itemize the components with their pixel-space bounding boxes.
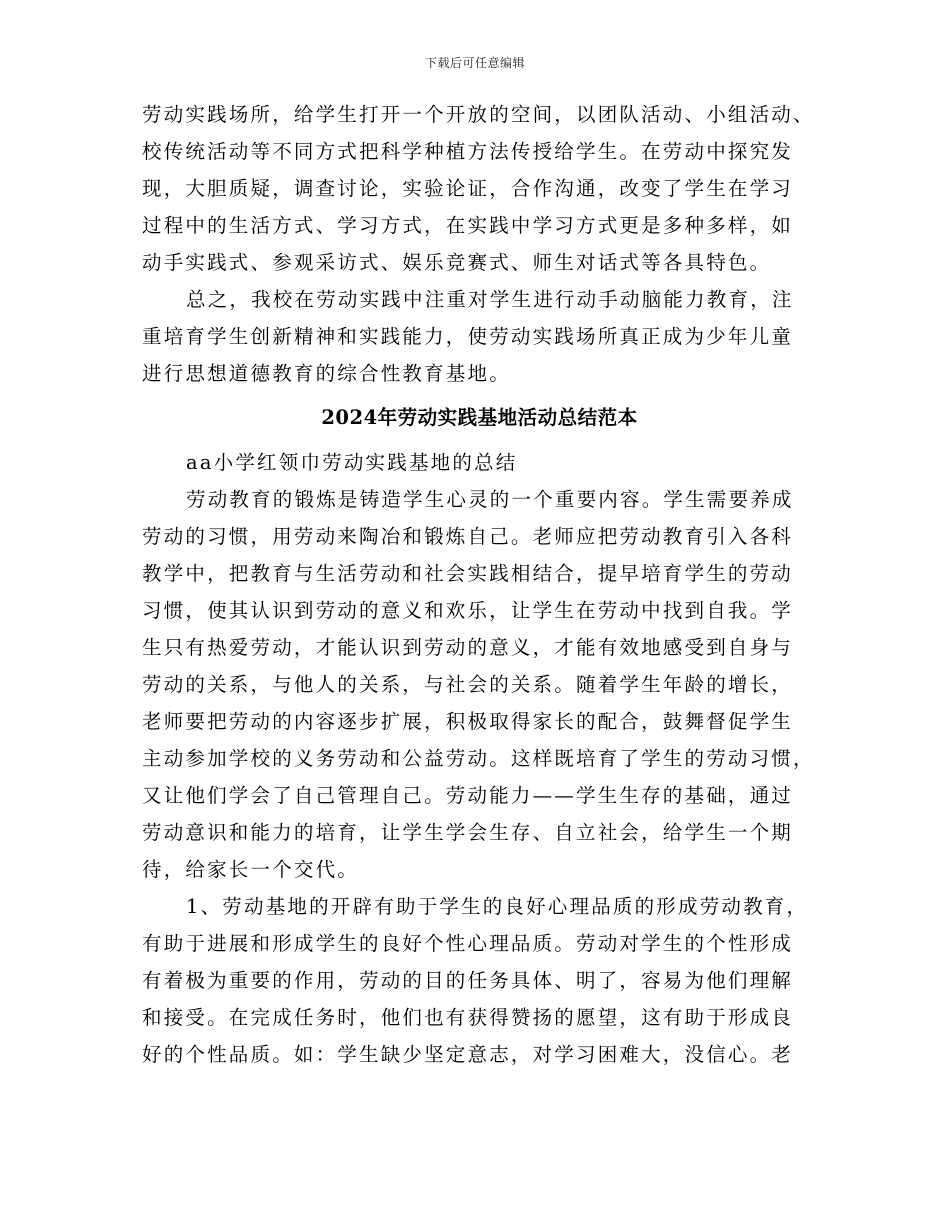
paragraph-section-1 — [142, 888, 817, 1073]
text-line: 有助于进展和形成学生的良好个性心理品质。劳动对学生的个性形成 — [142, 932, 794, 955]
text-line: 校传统活动等不同方式把科学种植方法传授给学生。在劳动中探究发 — [142, 140, 794, 163]
paragraph-conclusion — [142, 281, 817, 392]
text-line: 进行思想道德教育的综合性教育基地。 — [142, 362, 511, 385]
text-line: 劳动的习惯，用劳动来陶冶和锻炼自己。老师应把劳动教育引入各科 — [142, 525, 794, 548]
text-line: 主动参加学校的义务劳动和公益劳动。这样既培育了学生的劳动习惯， — [142, 747, 815, 770]
text-line: 有着极为重要的作用，劳动的目的任务具体、明了，容易为他们理解 — [142, 969, 794, 992]
text-line: 生只有热爱劳动，才能认识到劳动的意义，才能有效地感受到自身与 — [142, 636, 794, 659]
text-line: 劳动意识和能力的培育，让学生学会生存、自立社会，给学生一个期 — [142, 821, 794, 844]
text-line: 重培育学生创新精神和实践能力，使劳动实践场所真正成为少年儿童 — [142, 325, 794, 348]
paragraph-labor-education — [142, 481, 817, 888]
text-line: 好的个性品质。如：学生缺少坚定意志，对学习困难大，没信心。老 — [142, 1043, 794, 1066]
text-line: 和接受。在完成任务时，他们也有获得赞扬的愿望，这有助于形成良 — [142, 1006, 794, 1029]
document-title: 2024年劳动实践基地活动总结范本 — [321, 406, 638, 429]
document-subtitle: aa小学红领巾劳动实践基地的总结 — [186, 451, 518, 474]
text-line: 又让他们学会了自己管理自己。劳动能力——学生生存的基础，通过 — [142, 784, 794, 807]
text-line: 总之，我校在劳动实践中注重对学生进行动手动脑能力教育，注 — [186, 288, 794, 311]
text-line: 老师要把劳动的内容逐步扩展，积极取得家长的配合，鼓舞督促学生 — [142, 710, 794, 733]
text-line: 动手实践式、参观采访式、娱乐竞赛式、师生对话式等各具特色。 — [142, 251, 772, 274]
paragraph-practice-site — [142, 96, 817, 281]
text-line: 过程中的生活方式、学习方式，在实践中学习方式更是多种多样，如 — [142, 214, 794, 237]
text-line: 劳动实践场所，给学生打开一个开放的空间，以团队活动、小组活动、 — [142, 103, 815, 126]
page-header: 下载后可任意编辑 — [424, 56, 525, 70]
text-line: 劳动教育的锻炼是铸造学生心灵的一个重要内容。学生需要养成 — [186, 488, 794, 511]
text-line: 劳动的关系，与他人的关系，与社会的关系。随着学生年龄的增长， — [142, 673, 794, 696]
text-line: 现，大胆质疑，调查讨论，实验论证，合作沟通，改变了学生在学习 — [142, 177, 794, 200]
text-line: 1、劳动基地的开辟有助于学生的良好心理品质的形成劳动教育， — [186, 895, 809, 918]
text-line: 教学中，把教育与生活劳动和社会实践相结合，提早培育学生的劳动 — [142, 562, 794, 585]
text-line: 待，给家长一个交代。 — [142, 858, 360, 881]
document-body — [142, 96, 817, 1073]
text-line: 习惯，使其认识到劳动的意义和欢乐，让学生在劳动中找到自我。学 — [142, 599, 794, 622]
